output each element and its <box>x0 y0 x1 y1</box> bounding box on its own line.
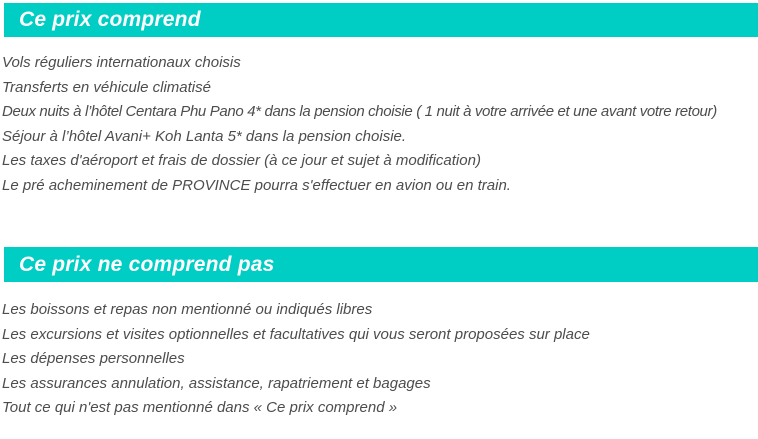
section-price-not-included <box>0 247 758 421</box>
included-item: Le pré acheminement de PROVINCE pourra s'effectuer en avion ou en train. <box>2 176 511 194</box>
section-included-header-bar <box>4 3 758 37</box>
section-not-included-title: Ce prix ne comprend pas <box>19 252 275 276</box>
not-included-item: Les dépenses personnelles <box>2 350 185 367</box>
travel-price-document <box>0 3 758 421</box>
section-not-included-header-bar <box>4 247 758 282</box>
included-item: Vols réguliers internationaux choisis <box>2 54 241 71</box>
not-included-item: Tout ce qui n'est pas mentionné dans « Ce prix comprend » <box>2 399 398 416</box>
not-included-item: Les boissons et repas non mentionné ou indiqués libres <box>2 301 373 318</box>
included-item: Deux nuits à l’hôtel Centara Phu Pano 4* dans la pension choisie ( 1 nuit à votre arrivée et une avant votre retour) <box>2 103 717 120</box>
included-item: Transferts en véhicule climatisé <box>2 78 211 96</box>
not-included-item: Les excursions et visites optionnelles et facultatives qui vous seront proposées sur place <box>2 325 590 343</box>
section-included-title: Ce prix comprend <box>19 8 201 31</box>
section-price-included <box>0 3 758 198</box>
not-included-items-list <box>0 298 758 421</box>
not-included-item: Les assurances annulation, assistance, rapatriement et bagages <box>2 374 431 392</box>
included-items-list <box>0 51 758 198</box>
included-item: Séjour à l’hôtel Avani+ Koh Lanta 5* dans la pension choisie. <box>2 127 407 145</box>
included-item: Les taxes d'aéroport et frais de dossier (à ce jour et sujet à modification) <box>2 152 481 169</box>
